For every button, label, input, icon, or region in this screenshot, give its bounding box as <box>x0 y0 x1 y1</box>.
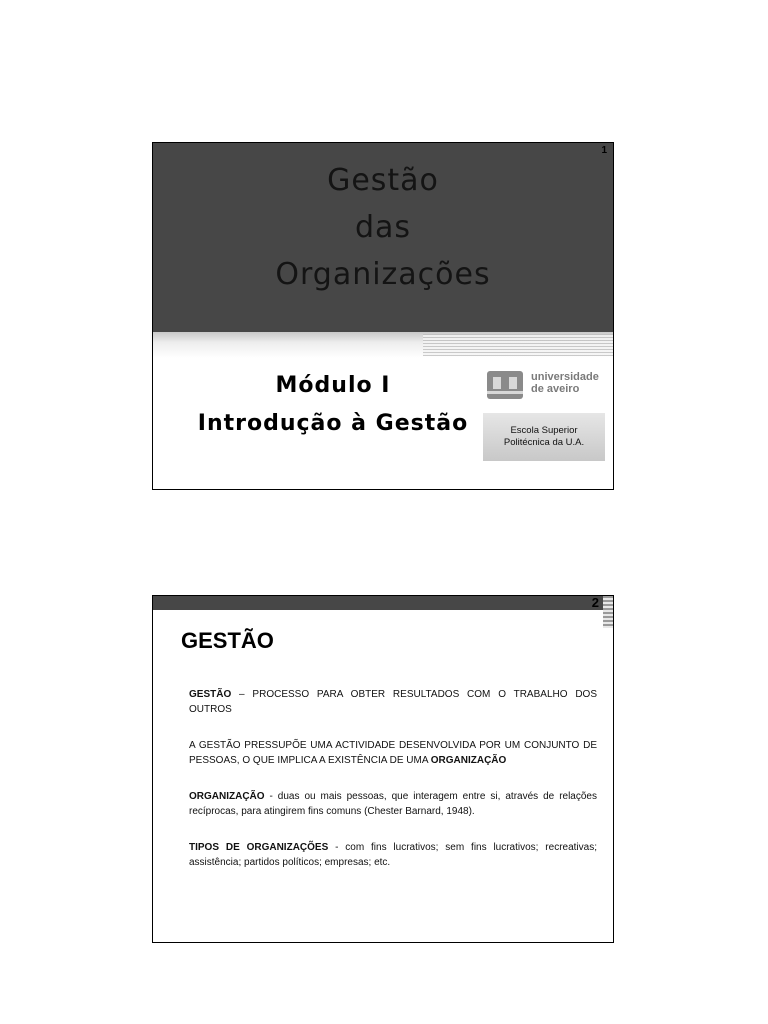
school-line-1: Escola Superior <box>510 425 578 436</box>
top-bar <box>153 596 613 610</box>
school-label <box>483 413 605 461</box>
module-line-2: Introdução à Gestão <box>197 411 469 436</box>
school-line-2: Politécnica da U.A. <box>503 437 585 448</box>
paragraph-pressupoe <box>189 739 597 768</box>
definition-organizacao: - duas ou mais pessoas, que interagem entre si, através de relações recíprocas, para atingirem fins comuns (Chester Barnard, 1948). <box>189 791 597 817</box>
corner-decoration <box>603 596 613 628</box>
paragraph-organizacao <box>189 790 597 819</box>
title-line-1: Gestão <box>327 163 439 198</box>
term-gestao: GESTÃO <box>189 689 232 700</box>
logo-text-line-2: de aveiro <box>531 383 580 395</box>
term-organizacao-emphasis: ORGANIZAÇÃO <box>430 754 507 766</box>
module-line-1: Módulo I <box>275 373 391 398</box>
title-line-3: Organizações <box>275 257 491 292</box>
slide-1 <box>152 142 614 490</box>
definition-tipos: - com fins lucrativos; sem fins lucrativos; recreativas; assistência; partidos políticos; empresas; etc. <box>189 842 597 868</box>
paragraph-gestao <box>189 688 597 717</box>
stripe-decoration <box>423 334 613 356</box>
slide-number: 2 <box>591 595 599 610</box>
slide-2 <box>152 595 614 943</box>
title-line-2: das <box>354 210 412 245</box>
definition-gestao: – PROCESSO PARA OBTER RESULTADOS COM O TRABALHO DOS OUTROS <box>189 689 597 715</box>
slide-heading: GESTÃO <box>181 628 274 653</box>
slide-number: 1 <box>601 145 607 156</box>
logo-text-line-1: universidade <box>531 371 599 383</box>
text-pressupoe: A GESTÃO PRESSUPÕE UMA ACTIVIDADE DESENVOLVIDA POR UM CONJUNTO DE PESSOAS, O QUE IMPLICA A EXISTÊNCIA DE UMA <box>189 740 597 766</box>
university-logo <box>485 367 605 407</box>
university-crest-icon <box>485 367 525 401</box>
term-tipos: TIPOS DE ORGANIZAÇÕES <box>189 842 329 853</box>
paragraph-tipos <box>189 841 597 870</box>
term-organizacao: ORGANIZAÇÃO <box>189 791 265 802</box>
